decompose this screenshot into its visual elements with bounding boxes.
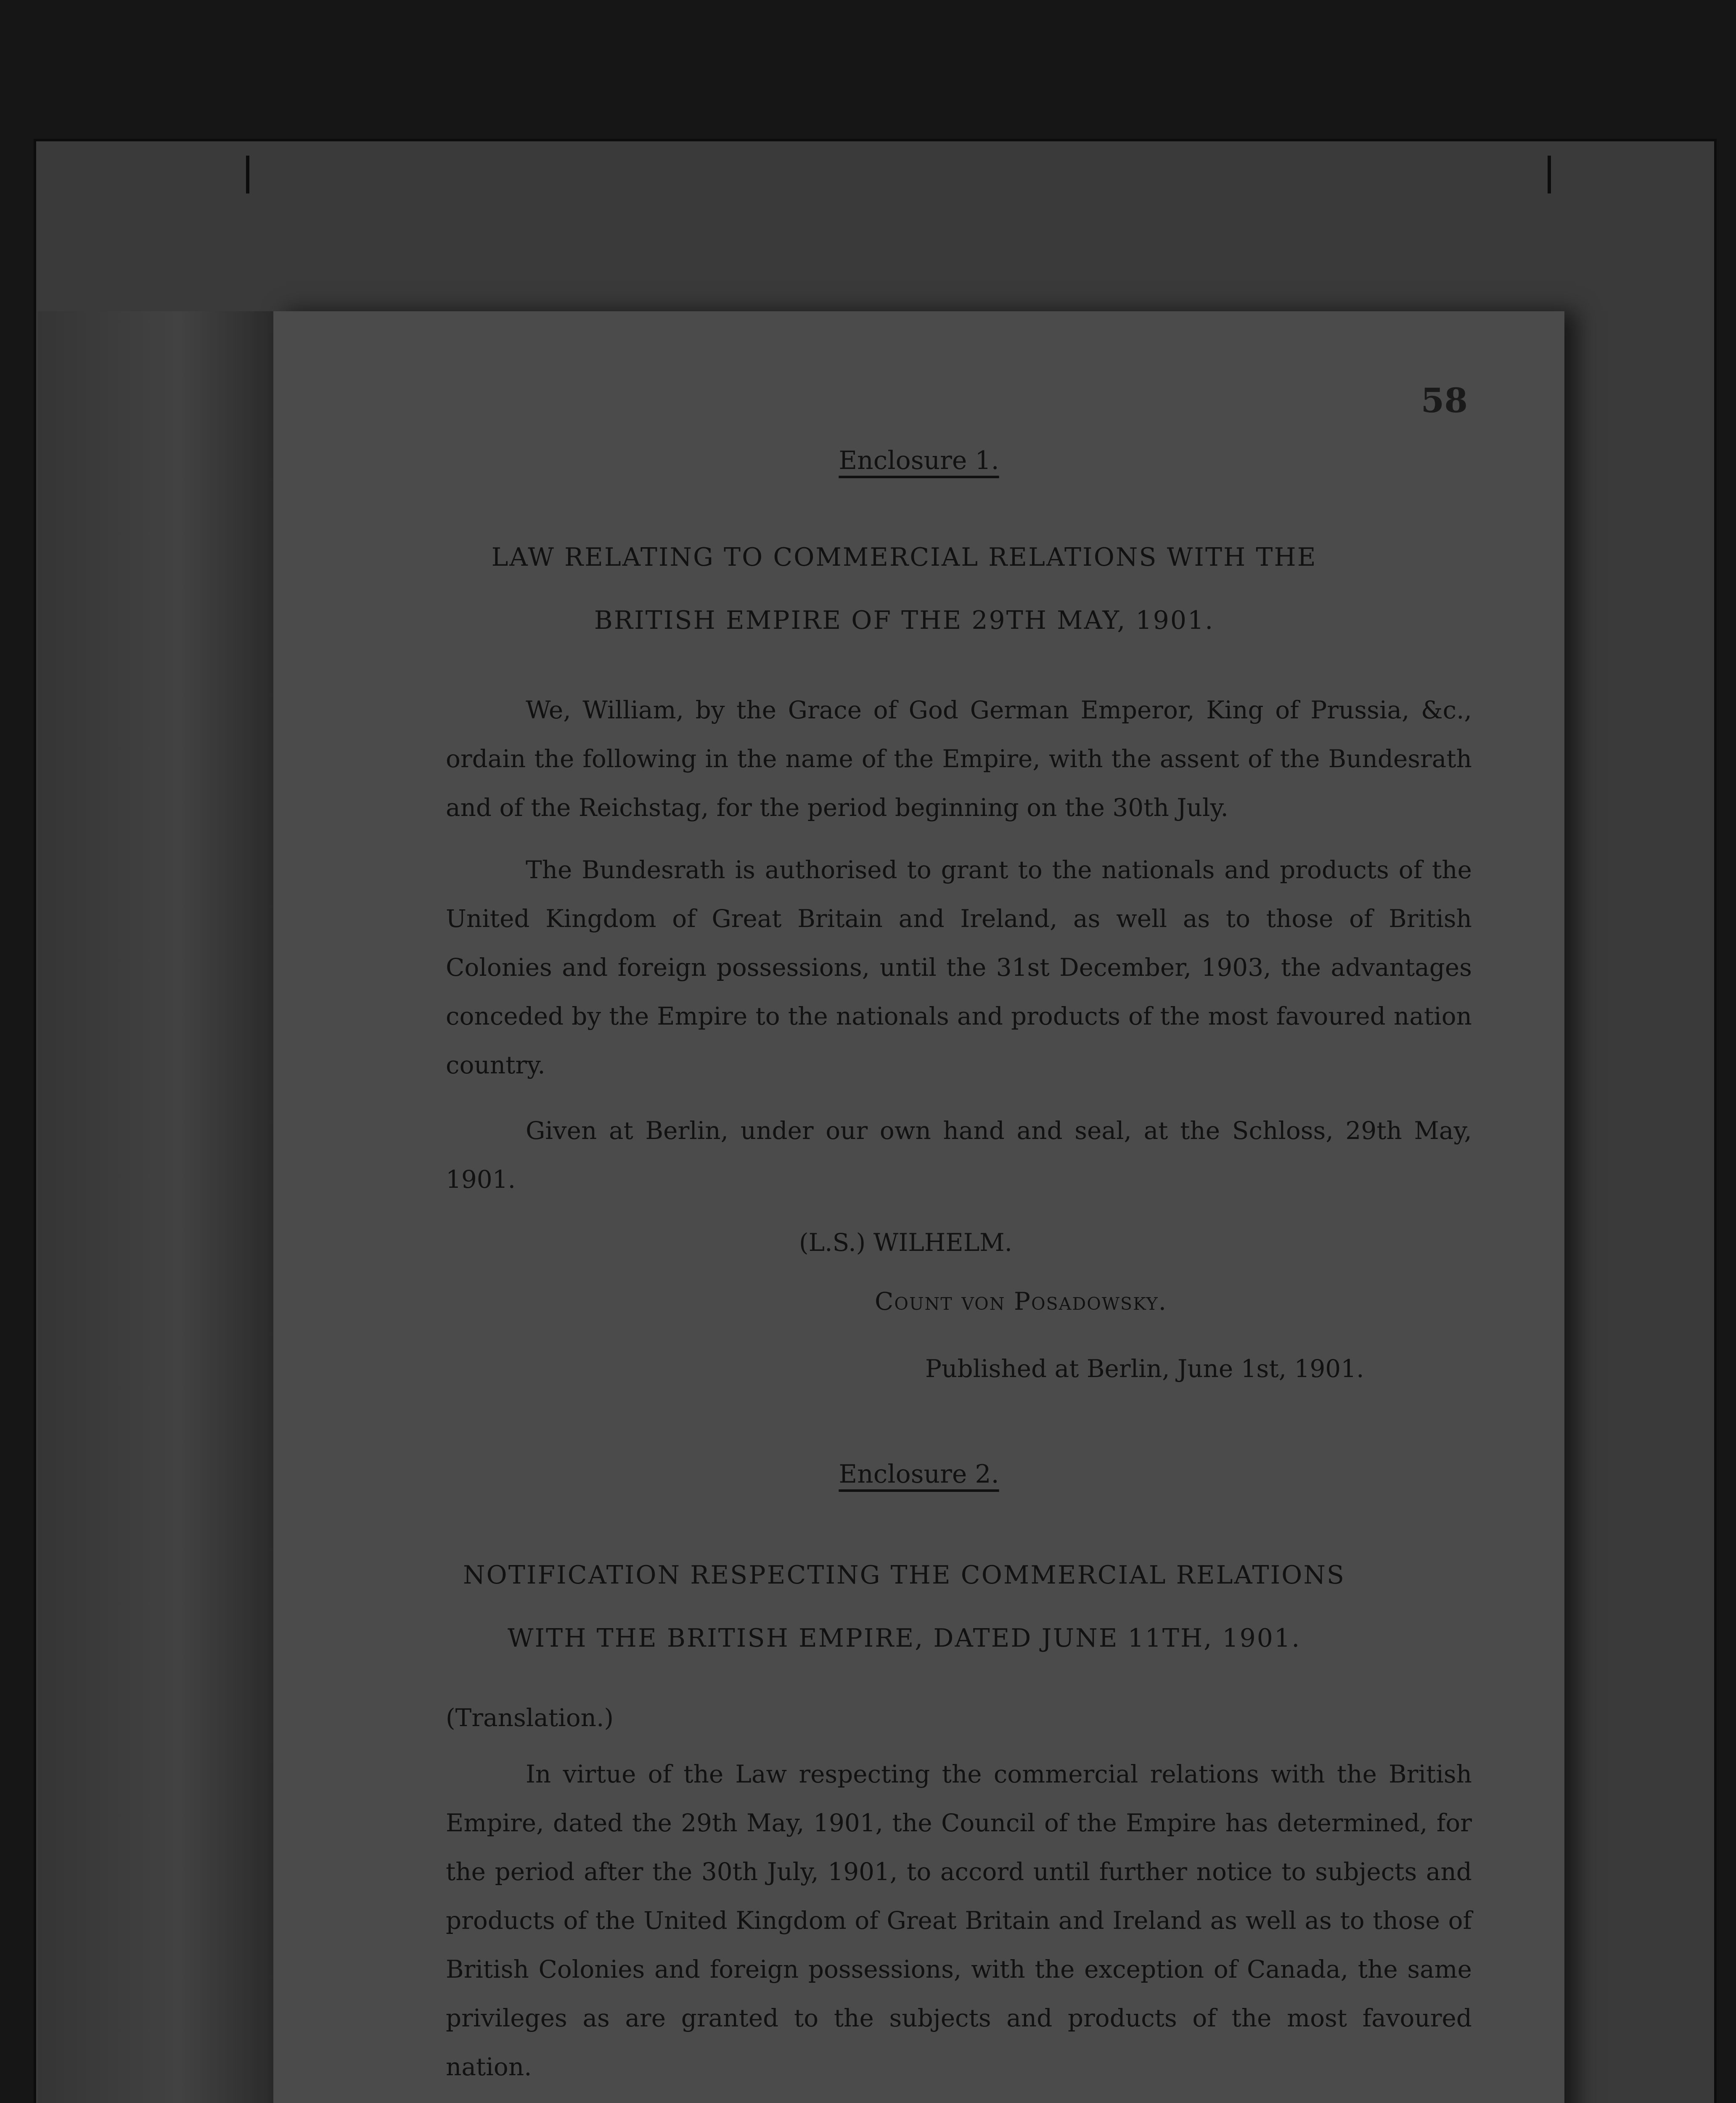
enclosure-1-heading-line-1: LAW RELATING TO COMMERCIAL RELATIONS WITH THE [491,543,1317,572]
translation-note: (Translation.) [446,1703,614,1732]
enclosure-2-paragraph: In virtue of the Law respecting the commercial relations with the British Empire, dated the 29th May, 1901, the Council of the Empire has determined, for the period after the 30th July, 1901, to accord until further notice to subjects and products of the United Kingdom of Great Britain and Ireland as well as to those of British Colonies and foreign possessions, with the exception of Canada, the same privileges as are granted to the subjects and products of the most favoured nation. [446,1760,1472,2081]
enclosure-2-label: Enclosure 2. [839,1459,999,1489]
enclosure-1-paragraph-3: Given at Berlin, under our own hand and seal, at the Schloss, 29th May, 1901. [446,1116,1472,1194]
film-tick-mark [246,156,249,193]
page-number: 58 [1421,381,1468,420]
enclosure-1-label: Enclosure 1. [839,446,999,475]
film-tick-mark [1548,156,1551,193]
publication-note: Published at Berlin, June 1st, 1901. [925,1354,1364,1383]
enclosure-2-heading-line-1: NOTIFICATION RESPECTING THE COMMERCIAL RELATIONS [463,1560,1345,1590]
facing-page-edge [38,311,273,2103]
document-page [273,311,1564,2103]
signature-wilhelm: (L.S.) WILHELM. [799,1228,1013,1257]
enclosure-1-heading-line-2: BRITISH EMPIRE OF THE 29TH MAY, 1901. [594,606,1215,635]
enclosure-2-heading-line-2: WITH THE BRITISH EMPIRE, DATED JUNE 11TH, 1901. [507,1624,1301,1653]
enclosure-1-paragraph-2: The Bundesrath is authorised to grant to the nationals and products of the United Kingdom of Great Britain and Ireland, as well as to those of British Colonies and foreign possessions, until the 31st December, 1903, the advantages conceded by the Empire to the nationals and products of the most favoured nation country. [446,856,1472,1079]
countersignature: Count von Posadowsky. [875,1287,1167,1316]
enclosure-1-paragraph-1: We, William, by the Grace of God German Emperor, King of Prussia, &c., ordain the following in the name of the Empire, with the assent of the Bundesrath and of the Reichstag, for the period beginning on the 30th July. [446,696,1472,822]
